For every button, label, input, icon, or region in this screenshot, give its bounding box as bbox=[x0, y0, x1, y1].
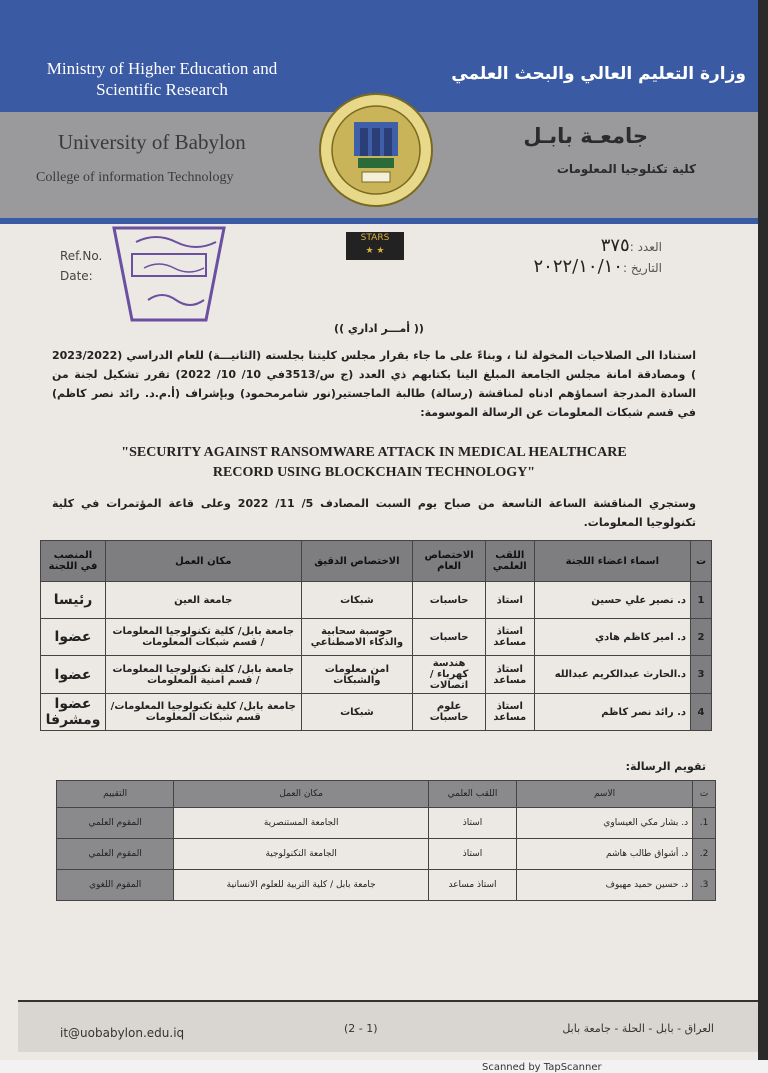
table-header-row: ت الاسم اللقب العلمي مكان العمل التقييم bbox=[57, 781, 716, 808]
order-title: (( أمـــر اداري )) bbox=[334, 322, 424, 335]
college-name-ar: كلية تكنلوجيا المعلومات bbox=[556, 162, 696, 176]
table-row: 1 د. نصير علي حسين استاذ حاسبات شبكات جامعة العين رئيسا bbox=[41, 582, 712, 619]
ministry-name-ar: وزارة التعليم العالي والبحث العلمي bbox=[451, 64, 746, 84]
table-row: 2 د. امير كاظم هادي استاذ مساعد حاسبات حوسبة سحابية والذكاء الاصطناعي جامعة بابل/ كلية تكنولوجيا المعلومات / قسم شبكات المعلومات عضوا bbox=[41, 619, 712, 656]
arabic-date-label: التاريخ : bbox=[622, 261, 662, 275]
scanner-strip bbox=[0, 1060, 768, 1073]
evaluation-label: تقويم الرسالة: bbox=[625, 760, 706, 773]
number-label: العدد : bbox=[629, 240, 662, 254]
table-row: 2. د. أشواق طالب هاشم استاذ الجامعة التكنولوجية المقوم العلمي bbox=[57, 839, 716, 870]
university-name-ar: جامعـة بابـل bbox=[523, 124, 648, 148]
university-name-en: University of Babylon bbox=[58, 130, 246, 154]
stamp-icon bbox=[104, 220, 234, 332]
table-row: 3. د. حسين حميد مهيوف استاذ مساعد جامعة بابل / كلية التربية للعلوم الانسانية المقوم اللغوي bbox=[57, 870, 716, 901]
number-value: ٣٧٥ bbox=[600, 235, 630, 256]
university-logo-icon bbox=[318, 92, 434, 208]
discussion-paragraph: وستجري المناقشة الساعة التاسعة من صباح يوم السبت المصادف 5/ 11/ 2022 وعلى قاعة المؤتمرات في كلية تكنولوجيا المعلومات. bbox=[52, 497, 696, 529]
table-row: 1. د. بشار مكي العيساوي استاذ الجامعة المستنصرية المقوم العلمي bbox=[57, 808, 716, 839]
table-row: 4 د. رائد نصر كاظم استاذ مساعد علوم حاسبات شبكات جامعة بابل/ كلية تكنولوجيا المعلومات/ قسم شبكات المعلومات عضوا ومشرفا bbox=[41, 694, 712, 731]
number-date-block bbox=[524, 236, 663, 278]
table-header-row: ت اسماء اعضاء اللجنة اللقب العلمي الاختصاص العام الاختصاص الدقيق مكان العمل المنصب في اللجنة bbox=[41, 541, 712, 582]
footer-email: it@uobabylon.edu.iq bbox=[60, 1026, 185, 1040]
committee-table bbox=[40, 540, 712, 731]
table-row: 3 د.الحارث عبدالكريم عبدالله استاذ مساعد هندسة كهرباء / اتصالات امن معلومات والشبكات جامعة بابل/ كلية تكنولوجيا المعلومات / قسم امنية المعلومات عضوا bbox=[41, 656, 712, 694]
date-label: Date: bbox=[60, 269, 93, 283]
scanner-watermark: Scanned by TapScanner bbox=[482, 1062, 602, 1073]
stars-rating-badge: STARS ★ ★ bbox=[346, 232, 404, 260]
ministry-name-en: Ministry of Higher Education and Scientific Research bbox=[46, 59, 278, 99]
body-paragraph: استنادا الى الصلاحيات المخولة لنا ، وبناءً على ما جاء بقرار مجلس كليتنا بجلسته (الثانيـــة) للعام الدراسي (2023/2022 ) ومصادقة امانة مجلس الجامعة المبلغ الينا بكتابهم ذي العدد (ج س/3513في 10/ 10/ 2022) تقرر تشكيل لجنة من السادة المدرجة اسماؤهم ادناه لمناقشة (رسالة) طالبة الماجستير(نور شامرمحمود) وبإشراف (أ.م.د. رائد نصر كاظم) في قسم شبكات المعلومات عن الرسالة الموسومة: bbox=[52, 349, 696, 419]
footer-address: العراق - بابل - الحلة - جامعة بابل bbox=[562, 1022, 714, 1035]
evaluation-table bbox=[56, 780, 716, 901]
thesis-title: "SECURITY AGAINST RANSOMWARE ATTACK IN MEDICAL HEALTHCARE RECORD USING BLOCKCHAIN TECHNOLOGY" bbox=[121, 445, 627, 480]
page-number: (2 - 1) bbox=[344, 1022, 378, 1035]
date-value: ٢٠٢٢/١٠/١٠ bbox=[533, 256, 623, 277]
college-name-en: College of information Technology bbox=[36, 170, 234, 185]
ref-block bbox=[60, 246, 102, 286]
ref-label: Ref.No. bbox=[60, 249, 103, 263]
